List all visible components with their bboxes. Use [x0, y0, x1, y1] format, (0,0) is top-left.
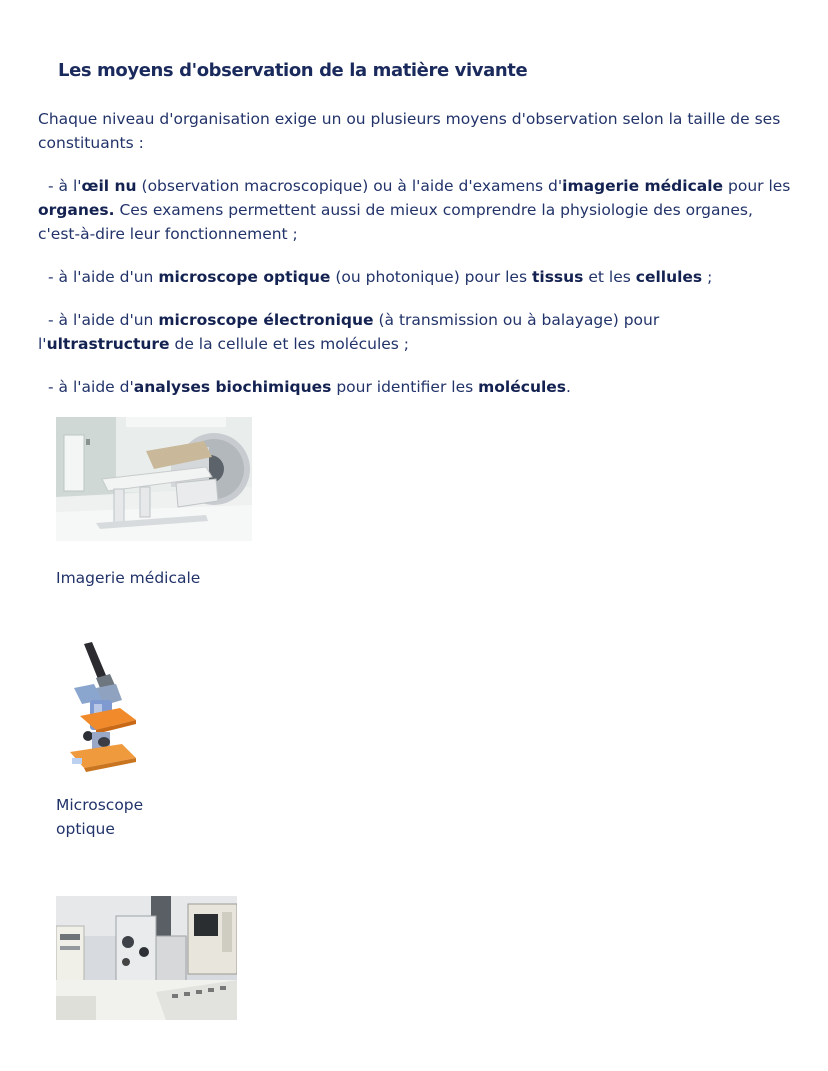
intro-paragraph: Chaque niveau d'organisation exige un ou plusieurs moyens d'observation selon la taille de ses constituants :: [38, 110, 781, 152]
list-item-text: Ces examens permettent aussi de mieux comprendre la physiologie des organes, c'est-à-dire leur fonctionnement ;: [38, 201, 753, 243]
keyword-biochemical-analyses: analyses biochimiques: [133, 378, 332, 396]
list-item-text: - à l'aide d': [48, 378, 134, 396]
optical-microscope-image: [60, 640, 140, 772]
list-item-biochemical-analyses: [38, 375, 794, 399]
medical-scanner-icon: [56, 417, 252, 541]
list-item-text: ;: [707, 268, 713, 286]
list-item-text: - à l'aide d'un: [48, 268, 154, 286]
keyword-ultrastructure: ultrastructure: [46, 335, 170, 353]
keyword-naked-eye: œil nu: [81, 177, 137, 195]
list-item-text: et les: [588, 268, 631, 286]
keyword-electron-microscope: microscope électronique: [158, 311, 374, 329]
list-item-text: - à l'aide d'un: [48, 311, 154, 329]
keyword-tissues: tissus: [531, 268, 584, 286]
optical-microscope-icon: [60, 640, 140, 772]
list-item-text: - à l': [48, 177, 82, 195]
keyword-optical-microscope: microscope optique: [158, 268, 331, 286]
list-item-text: (observation macroscopique) ou à l'aide d'examens d': [141, 177, 563, 195]
list-item-text: (ou photonique) pour les: [335, 268, 528, 286]
list-item-electron-microscope: [38, 308, 794, 356]
page-title: Les moyens d'observation de la matière vivante: [58, 60, 528, 81]
medical-scanner-image: [56, 417, 252, 541]
keyword-medical-imaging: imagerie médicale: [562, 177, 724, 195]
list-item-text: .: [566, 378, 571, 396]
figure-caption-optical-microscope: [56, 793, 143, 841]
list-item-text: pour identifier les: [336, 378, 474, 396]
list-item-text: de la cellule et les molécules ;: [174, 335, 410, 353]
keyword-organs: organes.: [38, 201, 115, 219]
electron-microscope-icon: [56, 896, 237, 1020]
caption-line: optique: [56, 820, 115, 838]
caption-line: Microscope: [56, 796, 144, 814]
list-item-optical-microscope: [38, 265, 794, 289]
list-item-naked-eye: [38, 174, 794, 246]
keyword-molecules: molécules: [478, 378, 567, 396]
figure-caption-medical-imaging: Imagerie médicale: [56, 569, 201, 587]
keyword-cells: cellules: [635, 268, 703, 286]
list-item-text: pour les: [728, 177, 791, 195]
electron-microscope-image: [56, 896, 237, 1020]
list-item-text: (à transmission ou à balayage) pour l': [38, 311, 660, 353]
